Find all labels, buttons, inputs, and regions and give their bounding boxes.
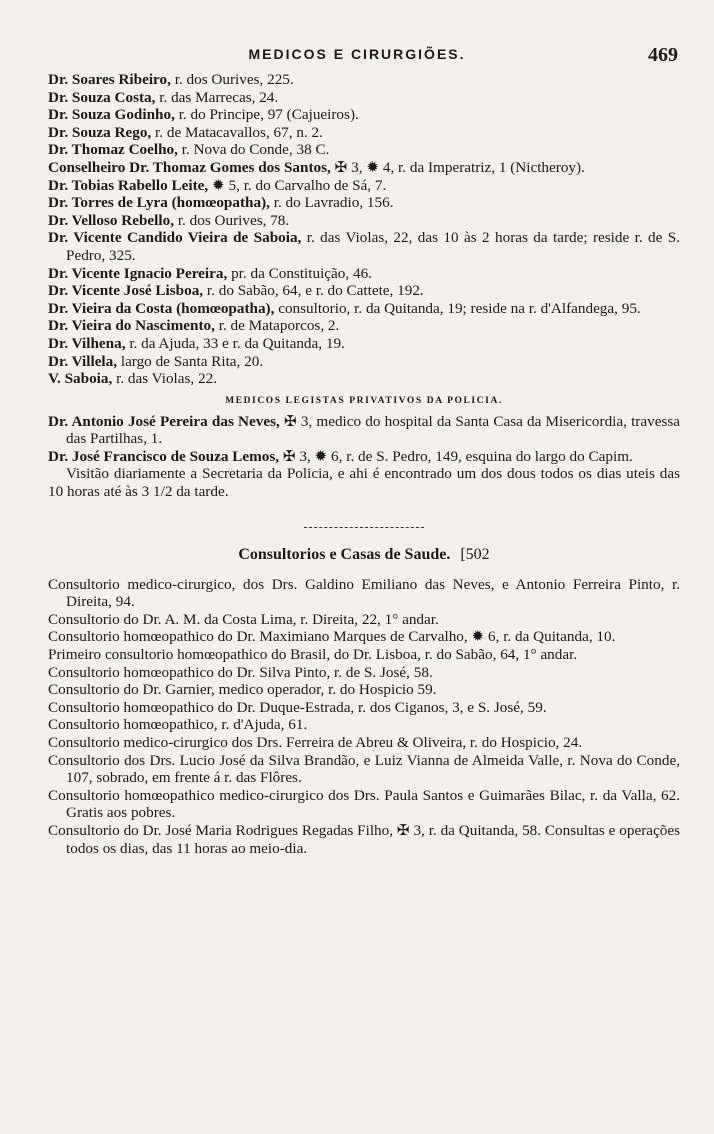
section-divider (304, 527, 424, 528)
consultorio-entry: Consultorio medico-cirurgico, dos Drs. Galdino Emiliano das Neves, e Antonio Ferreira Pinto, r. Direita, 94. (48, 575, 680, 611)
consultorios-section-title: Consultorios e Casas de Saude. (238, 545, 451, 563)
doctor-entry: Dr. Vicente Ignacio Pereira, pr. da Constituição, 46. (48, 264, 372, 282)
consultorio-entry: Consultorio homœopathico do Dr. Maximiano Marques de Carvalho, ✹ 6, r. da Quitanda, 10. (48, 628, 616, 646)
doctor-entry: Dr. Thomaz Coelho, r. Nova do Conde, 38 C. (48, 141, 330, 159)
doctor-entry: Conselheiro Dr. Thomaz Gomes dos Santos, ✠ 3, ✹ 4, r. da Imperatriz, 1 (Nictheroy). (48, 158, 585, 176)
consultorios-section-heading (48, 546, 680, 564)
consultorio-entry: Consultorio homœopathico, r. d'Ajuda, 61. (48, 716, 308, 734)
consultorio-entry: Consultorio homœopathico do Dr. Silva Pinto, r. de S. José, 58. (48, 663, 433, 681)
consultorio-entry: Consultorio do Dr. A. M. da Costa Lima, r. Direita, 22, 1° andar. (48, 610, 439, 628)
doctor-entry: Dr. Vicente José Lisboa, r. do Sabão, 64, e r. do Cattete, 192. (48, 282, 424, 300)
doctor-entry: Dr. Vicente Candido Vieira de Saboia, r. das Violas, 22, das 10 às 2 horas da tarde; reside r. de S. Pedro, 325. (48, 229, 680, 264)
doctors-list (48, 71, 680, 857)
doctor-entry: Dr. Villela, largo de Santa Rita, 20. (48, 352, 264, 370)
doctor-entry: Dr. Velloso Rebello, r. dos Ourives, 78. (48, 211, 290, 229)
police-section-title: MEDICOS LEGISTAS PRIVATIVOS DA POLICIA. (225, 395, 503, 406)
consultorio-entry: Consultorio dos Drs. Lucio José da Silva Brandão, e Luiz Vianna de Almeida Valle, r. Nova do Conde, 107, sobrado, em frente á r. das Flôres. (48, 751, 680, 787)
doctor-entry: Dr. Vilhena, r. da Ajuda, 33 e r. da Quitanda, 19. (48, 334, 345, 352)
doctor-entry: Dr. Souza Godinho, r. do Principe, 97 (Cajueiros). (48, 106, 359, 124)
police-doctor-entry: Dr. José Francisco de Souza Lemos, ✠ 3, ✹ 6, r. de S. Pedro, 149, esquina do largo do Capim. (48, 447, 633, 465)
consultorio-entry: Consultorio homœopathico do Dr. Duque-Estrada, r. dos Ciganos, 3, e S. José, 59. (48, 698, 547, 716)
consultorio-entry: Consultorio medico-cirurgico dos Drs. Ferreira de Abreu & Oliveira, r. do Hospicio, 24. (48, 734, 583, 751)
consultorio-entry: Consultorio do Dr. Garnier, medico operador, r. do Hospicio 59. (48, 681, 437, 699)
running-head-title: MEDICOS E CIRURGIÕES. (248, 46, 466, 62)
consultorio-entry: Consultorio homœopathico medico-cirurgico dos Drs. Paula Santos e Guimarães Bilac, r. da Valla, 62. Gratis aos pobres. (48, 786, 680, 822)
doctor-entry: V. Saboia, r. das Violas, 22. (48, 370, 217, 388)
doctor-entry: Dr. Soares Ribeiro, r. dos Ourives, 225. (48, 71, 294, 88)
consultorios-section-reference: [502 (460, 545, 490, 563)
page-number: 469 (648, 44, 678, 66)
doctor-entry: Dr. Vieira do Nascimento, r. de Mataporcos, 2. (48, 317, 340, 335)
doctor-entry: Dr. Vieira da Costa (homœopatha), consultorio, r. da Quitanda, 19; reside na r. d'Alfandega, 95. (48, 299, 641, 317)
consultorio-entry: Consultorio do Dr. José Maria Rodrigues Regadas Filho, ✠ 3, r. da Quitanda, 58. Consultas e operações todos os dias, das 11 horas ao meio-dia. (48, 821, 680, 857)
doctor-entry: Dr. Souza Costa, r. das Marrecas, 24. (48, 88, 279, 106)
police-note: Visitão diariamente a Secretaria da Policia, e ahi é encontrado um dos dous todos os dias uteis das 10 horas até às 3 1/2 da tarde. (48, 465, 680, 501)
doctor-entry: Dr. Souza Rego, r. de Matacavallos, 67, n. 2. (48, 123, 323, 141)
consultorio-entry: Primeiro consultorio homœopathico do Brasil, do Dr. Lisboa, r. do Sabão, 64, 1° andar. (48, 646, 578, 664)
doctor-entry: Dr. Tobias Rabello Leite, ✹ 5, r. do Carvalho de Sá, 7. (48, 176, 387, 194)
doctor-entry: Dr. Torres de Lyra (homœopatha), r. do Lavradio, 156. (48, 194, 394, 212)
running-head (0, 44, 714, 70)
police-doctor-entry: Dr. Antonio José Pereira das Neves, ✠ 3, medico do hospital da Santa Casa da Misericordia, travessa das Partilhas, 1. (48, 412, 681, 448)
